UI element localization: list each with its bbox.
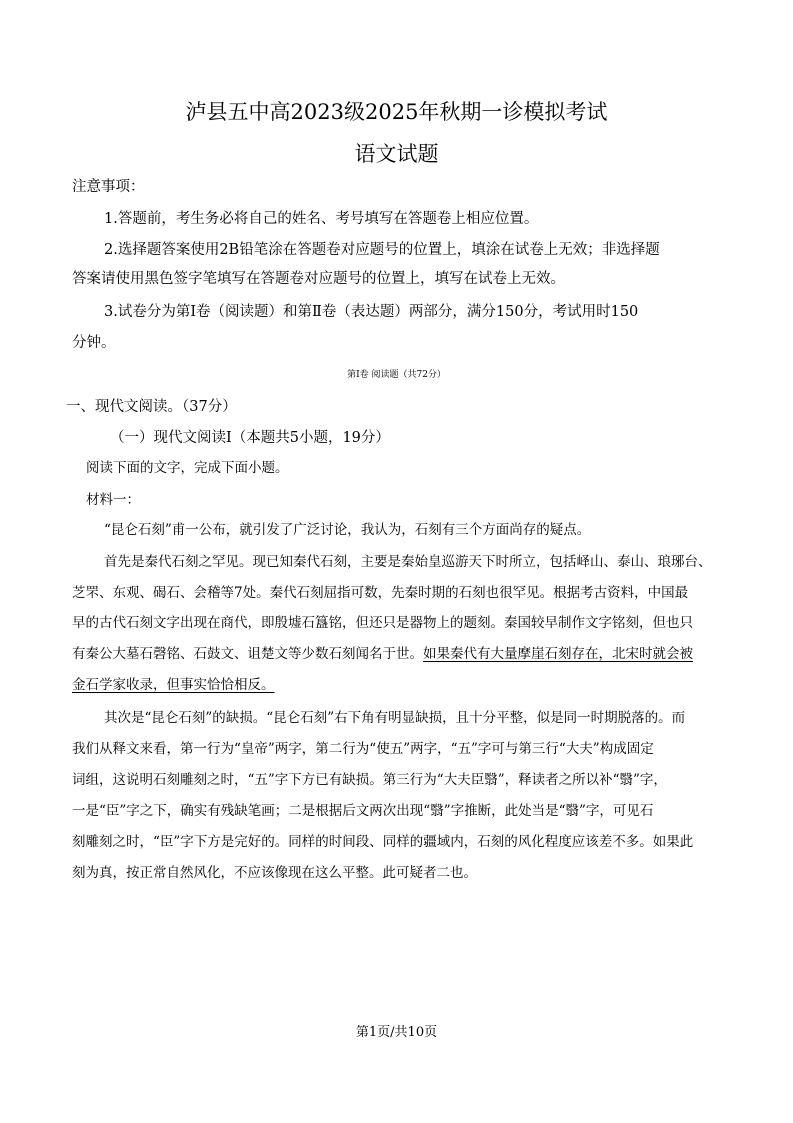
volume-title: 第Ⅰ卷 阅读题（共72分） — [347, 370, 446, 380]
passage-paragraph-3-line-6: 刻为真，按正常自然风化，不应该像现在这么平整。此可疑者二也。 — [72, 865, 477, 881]
note-item-2-line-2: 答案请使用黑色签字笔填写在答题卷对应题号的位置上，填写在试卷上无效。 — [72, 271, 565, 287]
page-number: 第1页/共10页 — [355, 1025, 438, 1040]
passage-paragraph-2-line-4 — [72, 643, 693, 665]
subpart-heading: （一）现代文阅读Ⅰ（本题共5小题，19分） — [110, 430, 390, 446]
passage-paragraph-2-line-3: 早的古代石刻文字出现在商代，即殷墟石簋铭，但还只是器物上的题刻。秦国较早制作文字铭刻，但也只 — [72, 615, 693, 631]
notes-heading: 注意事项： — [72, 179, 145, 195]
note-item-2-line-1: 2.选择题答案使用2B铅笔涂在答题卷对应题号的位置上，填涂在试卷上无效；非选择题 — [104, 242, 660, 258]
passage-text: 有秦公大墓石磬铭、石鼓文、诅楚文等少数石刻闻名于世。 — [72, 646, 423, 662]
note-item-1: 1.答题前，考生务必将自己的姓名、考号填写在答题卷上相应位置。 — [104, 211, 539, 227]
passage-paragraph-3-line-2: 我们从释文来看，第一行为“皇帝”两字，第二行为“使五”两字，“五”字可与第三行“大夫”构成固定 — [72, 741, 654, 757]
note-item-3-line-1: 3.试卷分为第Ⅰ卷（阅读题）和第Ⅱ卷（表达题）两部分，满分150分，考试用时150 — [104, 304, 639, 320]
material-label: 材料一： — [86, 492, 140, 508]
passage-paragraph-3-line-3: 词组，这说明石刻雕刻之时，“五”字下方已有缺损。第三行为“大夫臣翳”，释读者之所以补“翳”字， — [72, 772, 667, 788]
reading-instruction: 阅读下面的文字，完成下面小题。 — [86, 460, 289, 476]
exam-title: 泸县五中高2023级2025年秋期一诊模拟考试 — [185, 100, 608, 124]
passage-paragraph-2-line-5: 金石学家收录，但事实恰恰相反。 — [72, 677, 275, 693]
passage-paragraph-1: “昆仑石刻”甫一公布，就引发了广泛讨论，我认为，石刻有三个方面尚存的疑点。 — [104, 522, 591, 538]
passage-paragraph-3-line-5: 刻雕刻之时，“臣”字下方是完好的。同样的时间段、同样的疆域内，石刻的风化程度应该差不多。如果此 — [72, 834, 694, 850]
passage-paragraph-3-line-1: 其次是“昆仑石刻”的缺损。“昆仑石刻”右下角有明显缺损，且十分平整，似是同一时期脱落的。而 — [104, 710, 686, 726]
passage-paragraph-2-line-2: 芝罘、东观、碣石、会稽等7处。秦代石刻屈指可数，先秦时期的石刻也很罕见。根据考古资料，中国最 — [72, 585, 689, 601]
passage-paragraph-3-line-4: 一是“臣”字之下，确实有残缺笔画；二是根据后文两次出现“翳”字推断，此处当是“翳”字，可见石 — [72, 803, 654, 819]
passage-paragraph-2-line-1: 首先是秦代石刻之罕见。现已知秦代石刻，主要是秦始皇巡游天下时所立，包括峄山、泰山、琅琊台、 — [104, 554, 712, 570]
underlined-passage-text: 如果秦代有大量摩崖石刻存在，北宋时就会被 — [423, 646, 693, 662]
exam-subtitle: 语文试题 — [354, 142, 439, 166]
note-item-3-line-2: 分钟。 — [72, 335, 116, 351]
part-heading: 一、现代文阅读。（37分） — [66, 399, 237, 415]
